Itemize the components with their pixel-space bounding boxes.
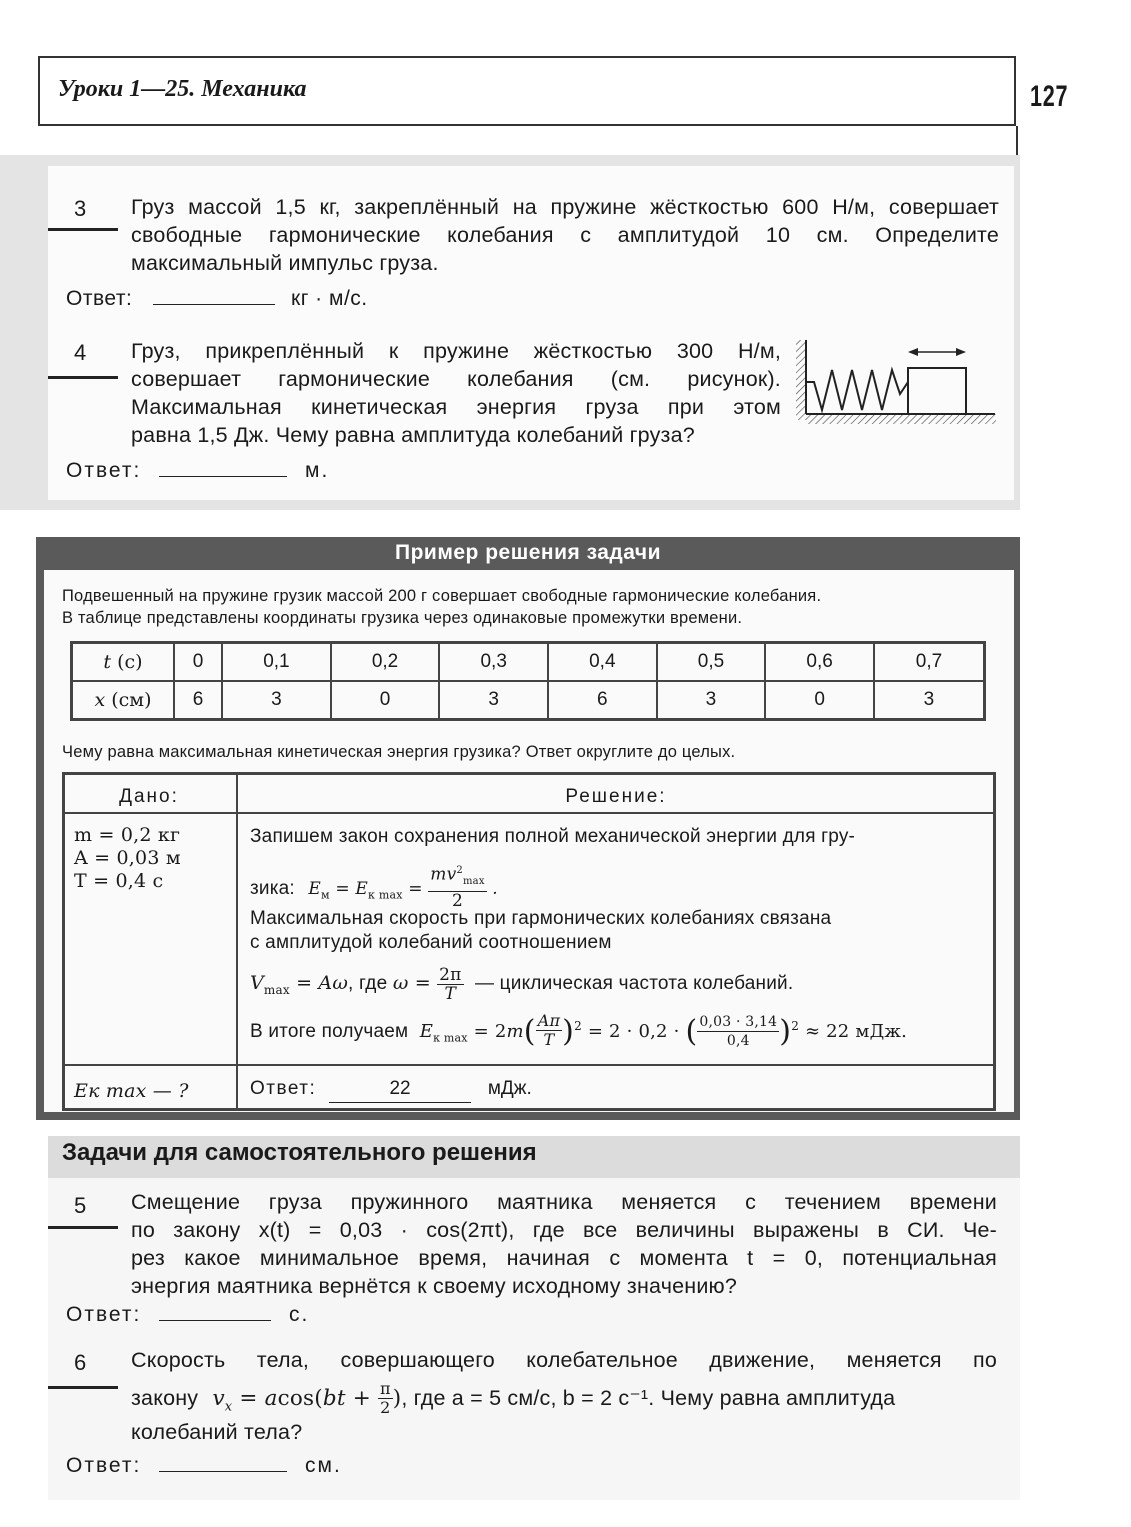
table-cell: 3 bbox=[439, 681, 548, 720]
spring-figure bbox=[790, 336, 1000, 430]
fraction-denominator: 2 bbox=[451, 891, 463, 912]
problem-5-line: энергия маятника вернётся к своему исходному значению? bbox=[131, 1274, 738, 1298]
answer-blank[interactable] bbox=[153, 304, 275, 305]
arrow-right-icon bbox=[956, 348, 966, 356]
solution-line-4: с амплитудой колебаний соотношением bbox=[250, 932, 612, 953]
example-line: В таблице представлены координаты грузика через одинаковые промежутки времени. bbox=[62, 609, 743, 627]
numeric-fraction bbox=[697, 1013, 779, 1050]
omega-formula: ω = $\frac{2\pi}{T}$ bbox=[392, 965, 462, 1004]
energy-formula: $E_м = E_{к max}$ = $\frac{mv^2_{max}}{2}$ . bbox=[308, 879, 497, 899]
fraction-numerator: $mv^2_{max}$ bbox=[428, 862, 486, 892]
problem-3-answer bbox=[66, 287, 368, 311]
solution-line-5-where: , где bbox=[348, 973, 388, 994]
floor-hatch bbox=[806, 414, 996, 424]
problem-4-line: равна 1,5 Дж. Чему равна амплитуда колебаний груза? bbox=[131, 423, 695, 447]
example-title: Пример решения задачи bbox=[394, 541, 661, 564]
table-cell: 0 bbox=[765, 681, 874, 720]
var-t: t bbox=[103, 651, 112, 673]
spring bbox=[806, 370, 908, 410]
table-cell: 0,4 bbox=[548, 643, 657, 682]
ratio-fraction bbox=[536, 1012, 562, 1049]
answer-blank[interactable] bbox=[159, 1320, 271, 1321]
problem-6-suffix: , где a = 5 см/с, b = 2 с⁻¹. Чему равна амплитуда bbox=[401, 1386, 896, 1410]
answer-value: 22 bbox=[329, 1076, 471, 1103]
problem-3-marker bbox=[48, 228, 118, 231]
answer-label: Ответ: bbox=[66, 1303, 142, 1326]
fraction-numerator: Aπ bbox=[537, 1011, 561, 1030]
fraction-denominator: 2 bbox=[380, 1398, 391, 1417]
problem-6-prefix: закону bbox=[131, 1386, 199, 1410]
block bbox=[908, 368, 966, 414]
table-cell: 3 bbox=[222, 681, 331, 720]
problem-4-marker bbox=[48, 376, 118, 379]
table-cell: 0,6 bbox=[765, 643, 874, 682]
problem-3-number: 3 bbox=[74, 196, 87, 221]
fraction-numerator: π bbox=[380, 1379, 391, 1398]
fraction-numerator: 2π bbox=[439, 965, 462, 985]
solution-line-6-prefix: В итоге получаем bbox=[250, 1021, 409, 1042]
table-cell: 3 bbox=[657, 681, 766, 720]
kinetic-fraction bbox=[428, 862, 486, 910]
table-row-x bbox=[72, 681, 985, 720]
problem-5-line: Смещение груза пружинного маятника меняется с течением времени bbox=[131, 1190, 997, 1214]
solution-header: Решение: bbox=[565, 786, 667, 807]
example-answer bbox=[250, 1076, 532, 1103]
answer-blank[interactable] bbox=[159, 1471, 287, 1472]
problem-5-marker bbox=[48, 1226, 118, 1229]
table-cell: 0,7 bbox=[874, 643, 985, 682]
problem-6-line-1: Скорость тела, совершающего колебательное движение, меняется по bbox=[131, 1348, 997, 1372]
problem-4-text bbox=[131, 337, 781, 449]
row-label-x: x (см) bbox=[72, 681, 175, 720]
table-cell: 0 bbox=[174, 643, 222, 682]
problem-5-line: по закону x(t) = 0,03 · cos(2πt), где все величины выражены в СИ. Че- bbox=[131, 1218, 997, 1242]
answer-unit: кг · м/с. bbox=[291, 287, 368, 310]
problem-4-line: совершает гармонические колебания (см. рисунок). bbox=[131, 367, 781, 391]
final-result: ≈ 22 мДж. bbox=[804, 1021, 908, 1042]
answer-label: Ответ: bbox=[66, 459, 142, 482]
problem-6-number: 6 bbox=[74, 1350, 87, 1375]
independent-title: Задачи для самостоятельного решения bbox=[62, 1139, 537, 1166]
solution-answer-divider bbox=[62, 1064, 996, 1066]
problem-4-line: Груз, прикреплённый к пружине жёсткостью 300 Н/м, bbox=[131, 339, 781, 363]
solution-header-divider bbox=[62, 812, 996, 814]
solution-line-2-prefix: зика: bbox=[250, 878, 295, 900]
header-divider bbox=[1016, 126, 1018, 156]
example-statement bbox=[62, 585, 996, 629]
problem-6-line-2 bbox=[131, 1380, 997, 1421]
problem-6-answer bbox=[66, 1454, 342, 1478]
answer-label: Ответ: bbox=[66, 1454, 142, 1477]
solution-line-2 bbox=[250, 862, 498, 910]
solution-line-3: Максимальная скорость при гармонических колебаниях связана bbox=[250, 908, 832, 929]
table-cell: 0,1 bbox=[222, 643, 331, 682]
solution-col-divider bbox=[236, 772, 238, 1111]
fraction-denominator: 0,4 bbox=[726, 1033, 750, 1049]
answer-label: Ответ: bbox=[250, 1078, 317, 1099]
fraction-denominator: T bbox=[444, 984, 457, 1004]
omega-fraction bbox=[437, 966, 463, 1003]
solution-line-5-suffix: — циклическая частота колебаний. bbox=[475, 973, 794, 994]
fraction-denominator: T bbox=[543, 1030, 555, 1049]
table-cell: 6 bbox=[548, 681, 657, 720]
problem-4-answer bbox=[66, 459, 329, 483]
var-x: x bbox=[94, 689, 106, 711]
problem-3-text: Груз массой 1,5 кг, закреплённый на пружине жёсткостью 600 Н/м, совершает свободные гармонические колебания с амплитудой 10 см. Определите максимальный импульс груза. bbox=[131, 195, 999, 275]
given-list bbox=[74, 824, 181, 893]
given-header: Дано: bbox=[119, 786, 179, 807]
answer-unit: с. bbox=[289, 1303, 310, 1326]
table-cell: 3 bbox=[874, 681, 985, 720]
solution-line-5 bbox=[250, 966, 793, 1003]
find-quantity: Eк max — ? bbox=[74, 1080, 189, 1102]
table-cell: 0,5 bbox=[657, 643, 766, 682]
given-mass: m = 0,2 кг bbox=[74, 824, 181, 846]
velocity-law-formula: $v_x = acos(bt$ + $\frac{\pi}{2}$ ) bbox=[212, 1379, 402, 1417]
section-title: Уроки 1—25. Механика bbox=[58, 76, 307, 102]
given-amplitude: A = 0,03 м bbox=[74, 847, 181, 869]
solution-line-1: Запишем закон сохранения полной механической энергии для гру- bbox=[250, 826, 856, 847]
final-formula: $E_{к max} = 2m$( $\frac{A\pi}{T}$ )$^2$ = 2 · 0,2 · ( $\frac{0,03 \cdot 3,14}{0,4}$ )$^2$ ≈ 22 мДж. bbox=[419, 1011, 908, 1049]
answer-unit: мДж. bbox=[487, 1078, 532, 1099]
wall-hatch bbox=[796, 340, 806, 420]
table-cell: 6 bbox=[174, 681, 222, 720]
fraction-numerator: 0,03 · 3,14 bbox=[699, 1014, 778, 1030]
pi-half-fraction bbox=[378, 1380, 393, 1417]
table-row-t bbox=[72, 643, 985, 682]
answer-blank[interactable] bbox=[159, 476, 287, 477]
problem-4-line: Максимальная кинетическая энергия груза при этом bbox=[131, 395, 781, 419]
table-cell: 0,3 bbox=[439, 643, 548, 682]
problem-5-line: рез какое минимальное время, начиная с момента t = 0, потенциальная bbox=[131, 1246, 997, 1270]
solution-line-6 bbox=[250, 1012, 907, 1052]
example-line: Подвешенный на пружине грузик массой 200 г совершает свободные гармонические колебания. bbox=[62, 587, 822, 605]
problem-6-line-3: колебаний тела? bbox=[131, 1420, 303, 1444]
table-cell: 0 bbox=[331, 681, 440, 720]
given-period: T = 0,4 с bbox=[74, 870, 164, 892]
problem-4-number: 4 bbox=[74, 340, 87, 365]
table-cell: 0,2 bbox=[331, 643, 440, 682]
answer-unit: м. bbox=[305, 459, 330, 482]
example-question: Чему равна максимальная кинетическая энергия грузика? Ответ округлите до целых. bbox=[62, 743, 736, 761]
answer-label: Ответ: bbox=[66, 287, 133, 310]
coordinates-table bbox=[70, 641, 986, 721]
problem-5-answer bbox=[66, 1303, 309, 1327]
problem-5-number: 5 bbox=[74, 1193, 87, 1218]
problem-6-marker bbox=[48, 1386, 118, 1389]
velocity-formula: $V_{max} = A\omega$ bbox=[250, 972, 349, 997]
answer-unit: см. bbox=[305, 1454, 342, 1477]
row-label-t: t (с) bbox=[72, 643, 175, 682]
arrow-left-icon bbox=[908, 348, 918, 356]
problem-5-text bbox=[131, 1188, 997, 1300]
page-number: 127 bbox=[1030, 80, 1069, 113]
